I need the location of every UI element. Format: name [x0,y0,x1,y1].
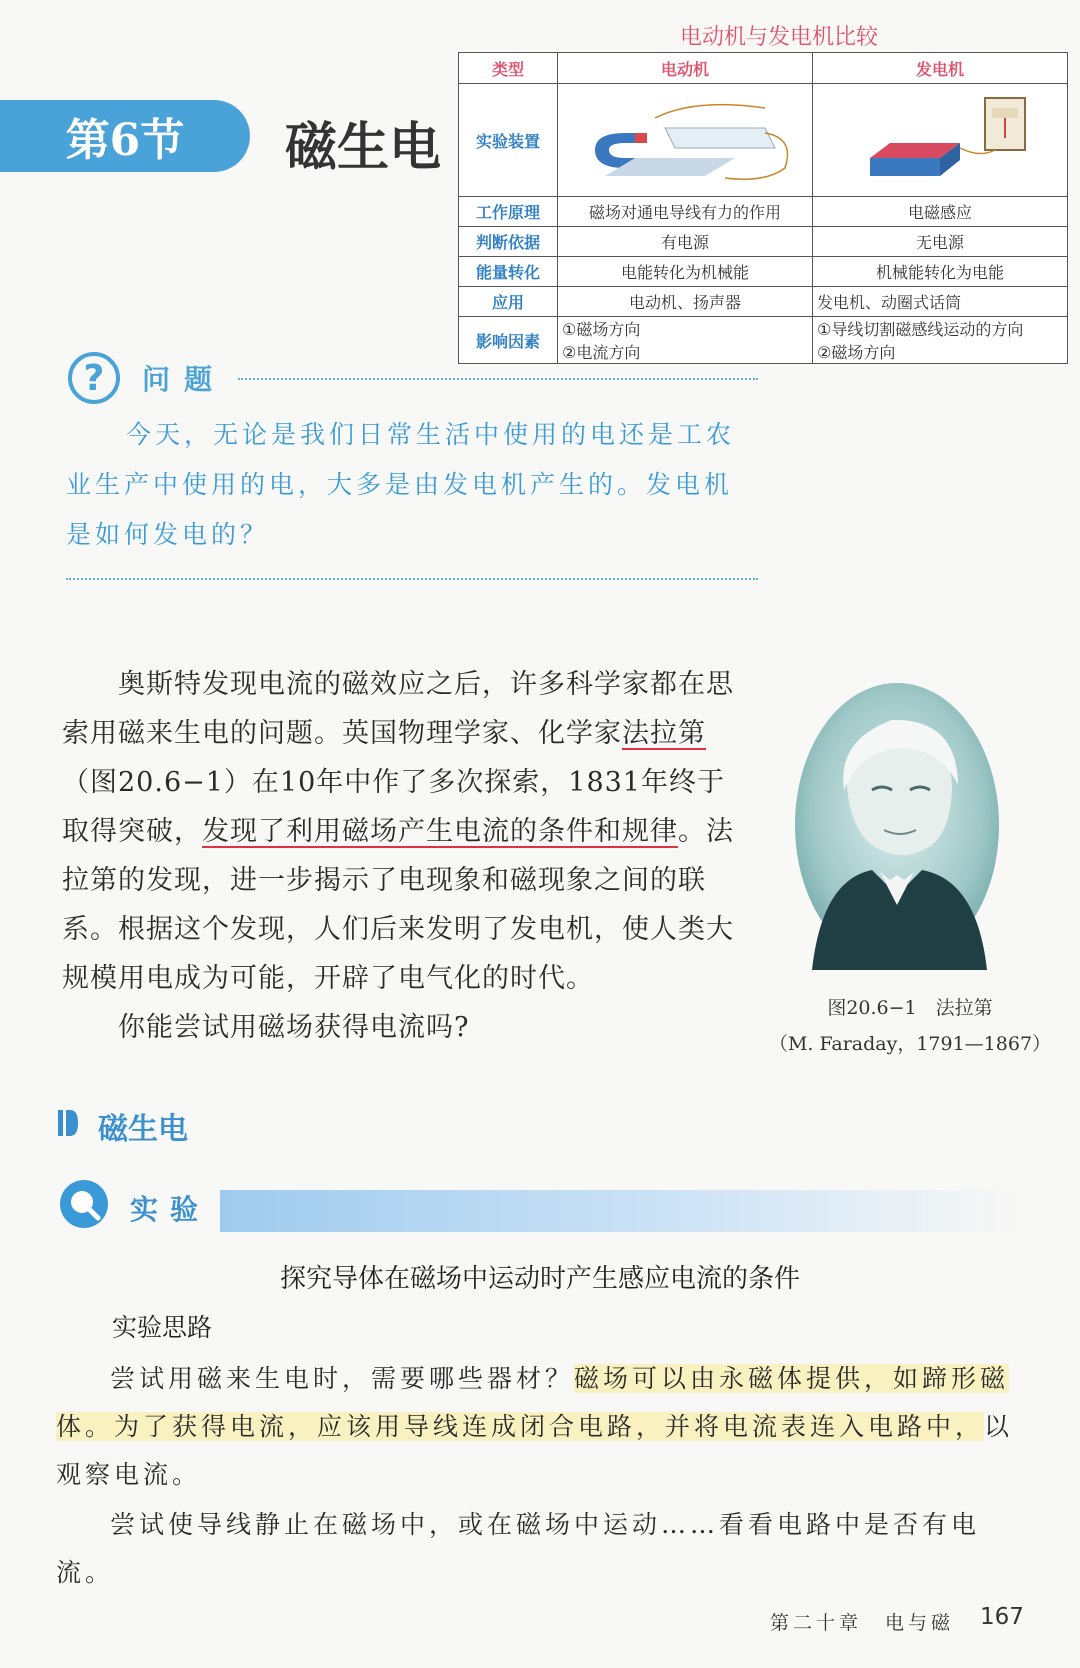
table-row [459,227,1068,257]
experiment-title: 探究导体在磁场中运动时产生感应电流的条件 [279,1264,800,1294]
experiment-paragraph-1 [56,1355,1026,1499]
footer-chapter: 第二十章 电与磁 [770,1612,955,1634]
row-label: 影响因素 [459,317,558,364]
generator-cell: 发电机、动圈式话筒 [813,287,1068,317]
comparison-caption: 电动机与发电机比较 [680,25,879,50]
faraday-name: 法拉第 [622,718,706,749]
comparison-table [458,52,1068,364]
motor-factor-2: ②电流方向 [562,343,641,362]
text-span: 以观察电流。 [56,1412,1014,1489]
motor-factors [558,317,813,364]
row-label: 工作原理 [459,197,558,227]
experiment-text [56,1355,1026,1599]
question-label: 问题 [142,363,227,396]
figure-caption-line-1: 图20.6−1 法拉第 [827,997,993,1019]
generator-cell: 机械能转化为电能 [813,257,1068,287]
table-row [459,257,1068,287]
text-span: 奥斯特发现电流的磁效应之后，许多科学家都在思索用磁来生电的问题。英国物理学家、化学家 [62,669,734,749]
experiment-paragraph-2: 尝试使导线静止在磁场中，或在磁场中运动……看看电路中是否有电流。 [56,1510,981,1587]
body-paragraph-2: 你能尝试用磁场获得电流吗? [118,1012,470,1043]
faraday-portrait [792,680,1002,970]
experiment-banner [220,1190,1020,1232]
highlighted-text: 磁场可以由永磁体提供，如蹄形磁体。为了获得电流，应该用导线连成闭合电路，并将电流表连入电路中， [56,1364,1010,1441]
motor-cell: 电能转化为机械能 [558,257,813,287]
body-paragraphs [62,660,752,1052]
generator-cell: 无电源 [813,227,1068,257]
divider [238,378,758,386]
question-icon: ? [68,352,120,404]
subsection-marker-icon [58,1110,78,1136]
motor-factor-1: ①磁场方向 [562,320,641,339]
figure-caption [760,990,1060,1062]
generator-factor-2: ②磁场方向 [817,343,896,362]
motor-apparatus-illustration [558,84,813,197]
experiment-subheading: 实验思路 [112,1313,213,1342]
row-label-setup: 实验装置 [459,84,558,197]
motor-cell: 电动机、扬声器 [558,287,813,317]
table-row [459,317,1068,364]
motor-cell: 有电源 [558,227,813,257]
page-number: 167 [980,1604,1024,1630]
header-motor: 电动机 [558,53,813,84]
table-row [459,287,1068,317]
generator-apparatus-illustration [813,84,1068,197]
section-title: 磁生电 [285,117,442,178]
section-number-tab: 第6节 [0,100,250,172]
subsection-title: 磁生电 [98,1112,188,1147]
figure-caption-line-2: （M. Faraday，1791—1867） [768,1033,1052,1055]
body-paragraph-1 [62,660,752,1003]
divider [66,578,758,586]
row-label: 能量转化 [459,257,558,287]
row-label: 应用 [459,287,558,317]
motor-cell: 磁场对通电导线有力的作用 [558,197,813,227]
table-header-row [459,53,1068,84]
header-type: 类型 [459,53,558,84]
table-row [459,197,1068,227]
text-span: 尝试用磁来生电时，需要哪些器材？ [110,1364,575,1393]
experiment-label: 实验 [130,1193,211,1226]
key-finding: 发现了利用磁场产生电流的条件和规律 [202,816,678,847]
magnifier-icon [58,1178,110,1230]
generator-cell: 电磁感应 [813,197,1068,227]
text-span: 。法拉第的发现，进一步揭示了电现象和磁现象之间的联系。根据这个发现，人们后来发明了发电机，使人类大规模用电成为可能，开辟了电气化的时代。 [62,816,734,994]
header-generator: 发电机 [813,53,1068,84]
generator-factor-1: ①导线切割磁感线运动的方向 [817,320,1024,339]
generator-factors [813,317,1068,364]
text-span: （图20.6−1）在10年中作了多次探索，1831年终于取得突破， [62,767,725,847]
table-row [459,84,1068,197]
question-text: 今天，无论是我们日常生活中使用的电还是工农业生产中使用的电，大多是由发电机产生的。发电机是如何发电的？ [66,420,736,549]
row-label: 判断依据 [459,227,558,257]
